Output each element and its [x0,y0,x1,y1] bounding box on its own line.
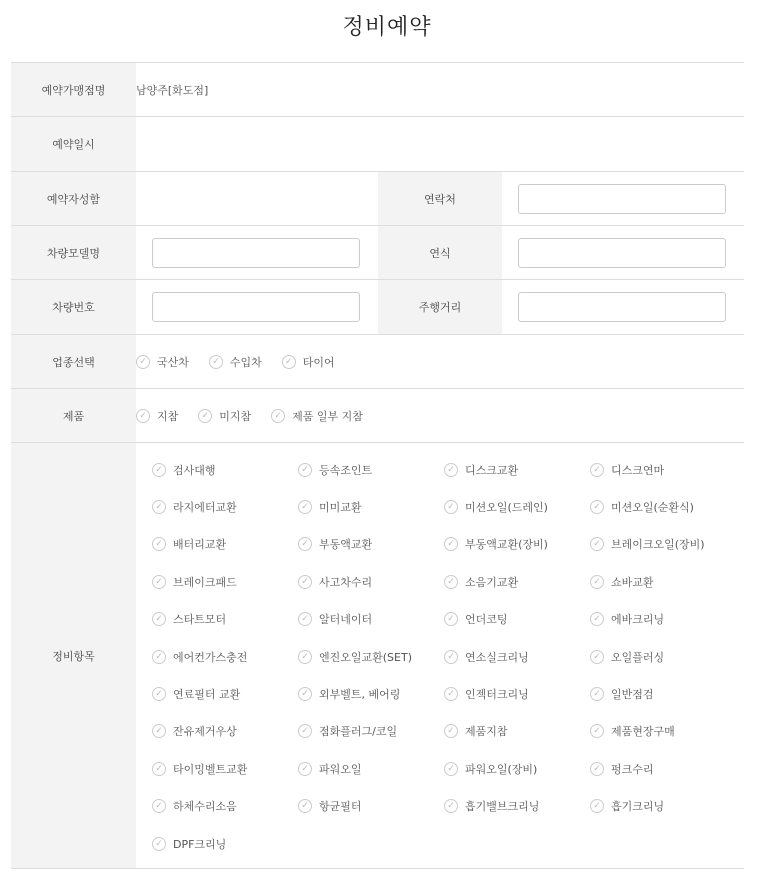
service-option-checkbox[interactable] [152,451,298,488]
services-label: 정비항목 [11,443,136,869]
check-circle-icon: ✓ [152,687,166,701]
check-circle-icon: ✓ [444,799,458,813]
year-label: 연식 [378,226,502,280]
check-circle-icon: ✓ [152,463,166,477]
service-option-label: 점화플러그/코일 [319,725,398,739]
service-option-checkbox[interactable] [152,488,298,525]
check-circle-icon: ✓ [590,537,604,551]
service-option-label: 소음기교환 [465,575,519,589]
check-circle-icon: ✓ [209,355,223,369]
check-circle-icon: ✓ [590,762,604,776]
store-value: 남양주[화도점] [136,63,744,117]
check-circle-icon: ✓ [444,500,458,514]
service-option-checkbox[interactable] [152,788,298,825]
service-option-checkbox[interactable] [152,601,298,638]
service-option-checkbox[interactable] [590,451,736,488]
check-circle-icon: ✓ [152,500,166,514]
check-circle-icon: ✓ [590,687,604,701]
page-title: 정비예약 [342,15,432,40]
check-circle-icon: ✓ [282,355,296,369]
service-option-label: 부동액교환 [319,538,373,552]
service-option-label: 에바크리닝 [611,613,665,627]
part-option-label: 지참 [157,409,179,423]
plate-label: 차량번호 [11,280,136,335]
check-circle-icon: ✓ [298,575,312,589]
part-option-checkbox[interactable] [136,408,178,424]
check-circle-icon: ✓ [152,575,166,589]
check-circle-icon: ✓ [444,650,458,664]
service-option-checkbox[interactable] [152,563,298,600]
check-circle-icon: ✓ [198,409,212,423]
service-options [136,443,744,869]
type-option-label: 타이어 [302,355,335,369]
service-option-checkbox[interactable] [152,825,298,862]
service-option-label: 라지에터교환 [173,501,237,515]
service-option-checkbox[interactable] [152,713,298,750]
service-option-label: 미션오일(순환식) [611,501,694,515]
service-option-checkbox[interactable] [590,788,736,825]
check-circle-icon: ✓ [298,612,312,626]
service-option-checkbox[interactable] [444,788,590,825]
service-option-checkbox[interactable] [298,563,444,600]
service-option-label: 쇼바교환 [611,575,654,589]
datetime-value [136,117,744,172]
check-circle-icon: ✓ [152,762,166,776]
service-option-checkbox[interactable] [298,788,444,825]
service-option-checkbox[interactable] [590,488,736,525]
service-option-checkbox[interactable] [590,601,736,638]
part-option-checkbox[interactable] [271,408,363,424]
service-option-label: 타이밍벨트교환 [173,762,248,776]
service-option-checkbox[interactable] [444,526,590,563]
service-option-label: 디스크연마 [611,463,665,477]
service-option-label: 인젝터크리닝 [465,688,529,702]
reservation-form [11,62,744,869]
service-option-label: 스타트모터 [173,613,227,627]
service-option-label: 연료필터 교환 [173,688,241,702]
check-circle-icon: ✓ [590,724,604,738]
service-option-label: 하체수리소음 [173,800,237,814]
check-circle-icon: ✓ [298,799,312,813]
check-circle-icon: ✓ [152,537,166,551]
type-options [136,335,744,389]
service-option-label: DPF크리닝 [173,837,227,851]
mileage-label: 주행거리 [378,280,502,335]
check-circle-icon: ✓ [590,799,604,813]
type-option-checkbox[interactable] [282,354,335,370]
check-circle-icon: ✓ [298,537,312,551]
part-option-label: 미지참 [219,409,252,423]
service-option-checkbox[interactable] [590,750,736,787]
service-option-checkbox[interactable] [152,675,298,712]
store-label: 예약가맹점명 [11,63,136,117]
check-circle-icon: ✓ [136,355,150,369]
name-value [136,172,378,226]
check-circle-icon: ✓ [298,724,312,738]
service-option-label: 디스크교환 [465,463,519,477]
check-circle-icon: ✓ [298,762,312,776]
check-circle-icon: ✓ [590,575,604,589]
check-circle-icon: ✓ [590,612,604,626]
service-option-checkbox[interactable] [590,638,736,675]
service-option-checkbox[interactable] [152,526,298,563]
row-datetime [11,117,744,172]
service-option-checkbox[interactable] [298,675,444,712]
row-store [11,63,744,117]
service-option-label: 흡기크리닝 [611,800,665,814]
service-option-label: 외부벨트, 베어링 [319,688,401,702]
row-name-contact [11,172,744,226]
type-option-checkbox[interactable] [136,354,189,370]
row-model-year [11,226,744,280]
check-circle-icon: ✓ [298,463,312,477]
check-circle-icon: ✓ [444,463,458,477]
model-label: 차량모델명 [11,226,136,280]
name-label: 예약자성함 [11,172,136,226]
service-option-label: 배터리교환 [173,538,227,552]
check-circle-icon: ✓ [136,409,150,423]
service-option-checkbox[interactable] [444,601,590,638]
part-option-label: 제품 일부 지참 [292,409,363,423]
service-option-checkbox[interactable] [152,638,298,675]
service-option-label: 연소실크리닝 [465,650,529,664]
type-option-label: 수입차 [229,355,262,369]
service-option-label: 검사대행 [173,463,216,477]
check-circle-icon: ✓ [298,650,312,664]
service-option-label: 사고차수리 [319,575,373,589]
check-circle-icon: ✓ [298,500,312,514]
service-option-checkbox[interactable] [298,638,444,675]
check-circle-icon: ✓ [444,724,458,738]
service-option-checkbox[interactable] [590,675,736,712]
service-option-checkbox[interactable] [298,713,444,750]
service-option-label: 브레이크오일(장비) [611,538,705,552]
service-option-checkbox[interactable] [444,451,590,488]
mileage-input[interactable] [518,292,726,322]
check-circle-icon: ✓ [590,650,604,664]
check-circle-icon: ✓ [152,799,166,813]
check-circle-icon: ✓ [590,463,604,477]
check-circle-icon: ✓ [152,612,166,626]
service-option-checkbox[interactable] [298,488,444,525]
service-option-checkbox[interactable] [298,451,444,488]
service-option-label: 흡기밸브크리닝 [465,800,540,814]
service-option-checkbox[interactable] [444,713,590,750]
contact-label: 연락처 [378,172,502,226]
check-circle-icon: ✓ [444,612,458,626]
service-option-checkbox[interactable] [298,750,444,787]
service-option-label: 등속조인트 [319,463,373,477]
check-circle-icon: ✓ [152,724,166,738]
part-options [136,389,744,443]
year-input[interactable] [518,238,726,268]
service-option-checkbox[interactable] [298,526,444,563]
service-option-label: 파워오일 [319,762,362,776]
part-option-checkbox[interactable] [198,408,251,424]
service-option-checkbox[interactable] [444,563,590,600]
service-option-checkbox[interactable] [590,563,736,600]
service-option-checkbox[interactable] [444,750,590,787]
service-option-label: 엔진오일교환(SET) [319,650,412,664]
service-option-checkbox[interactable] [444,675,590,712]
service-option-label: 항균필터 [319,800,362,814]
check-circle-icon: ✓ [152,650,166,664]
service-option-checkbox[interactable] [298,601,444,638]
service-option-label: 오일플러싱 [611,650,665,664]
service-option-label: 부동액교환(장비) [465,538,548,552]
service-option-label: 알터네이터 [319,613,373,627]
check-circle-icon: ✓ [444,762,458,776]
row-type [11,335,744,389]
type-option-checkbox[interactable] [209,354,262,370]
type-label: 업종선택 [11,335,136,389]
check-circle-icon: ✓ [444,687,458,701]
service-option-checkbox[interactable] [590,526,736,563]
service-option-checkbox[interactable] [590,713,736,750]
model-input[interactable] [152,238,360,268]
service-option-checkbox[interactable] [152,750,298,787]
plate-input[interactable] [152,292,360,322]
parts-label: 제품 [11,389,136,443]
check-circle-icon: ✓ [444,537,458,551]
service-option-label: 펑크수리 [611,762,654,776]
check-circle-icon: ✓ [152,837,166,851]
service-option-checkbox[interactable] [444,488,590,525]
row-plate-mileage [11,280,744,335]
service-option-label: 에어컨가스충전 [173,650,248,664]
service-option-label: 파워오일(장비) [465,762,538,776]
service-option-label: 언더코팅 [465,613,508,627]
row-services [11,443,744,869]
service-option-label: 브레이크패드 [173,575,237,589]
service-option-label: 제품현장구매 [611,725,675,739]
contact-input[interactable] [518,184,726,214]
check-circle-icon: ✓ [271,409,285,423]
service-option-checkbox[interactable] [444,638,590,675]
service-option-label: 잔유제거우상 [173,725,237,739]
service-option-label: 제품지참 [465,725,508,739]
service-option-label: 미션오일(드레인) [465,501,548,515]
row-parts [11,389,744,443]
service-option-label: 미미교환 [319,501,362,515]
type-option-label: 국산차 [157,355,189,369]
check-circle-icon: ✓ [444,575,458,589]
service-option-label: 일반점검 [611,688,654,702]
datetime-label: 예약일시 [11,117,136,172]
check-circle-icon: ✓ [590,500,604,514]
check-circle-icon: ✓ [298,687,312,701]
